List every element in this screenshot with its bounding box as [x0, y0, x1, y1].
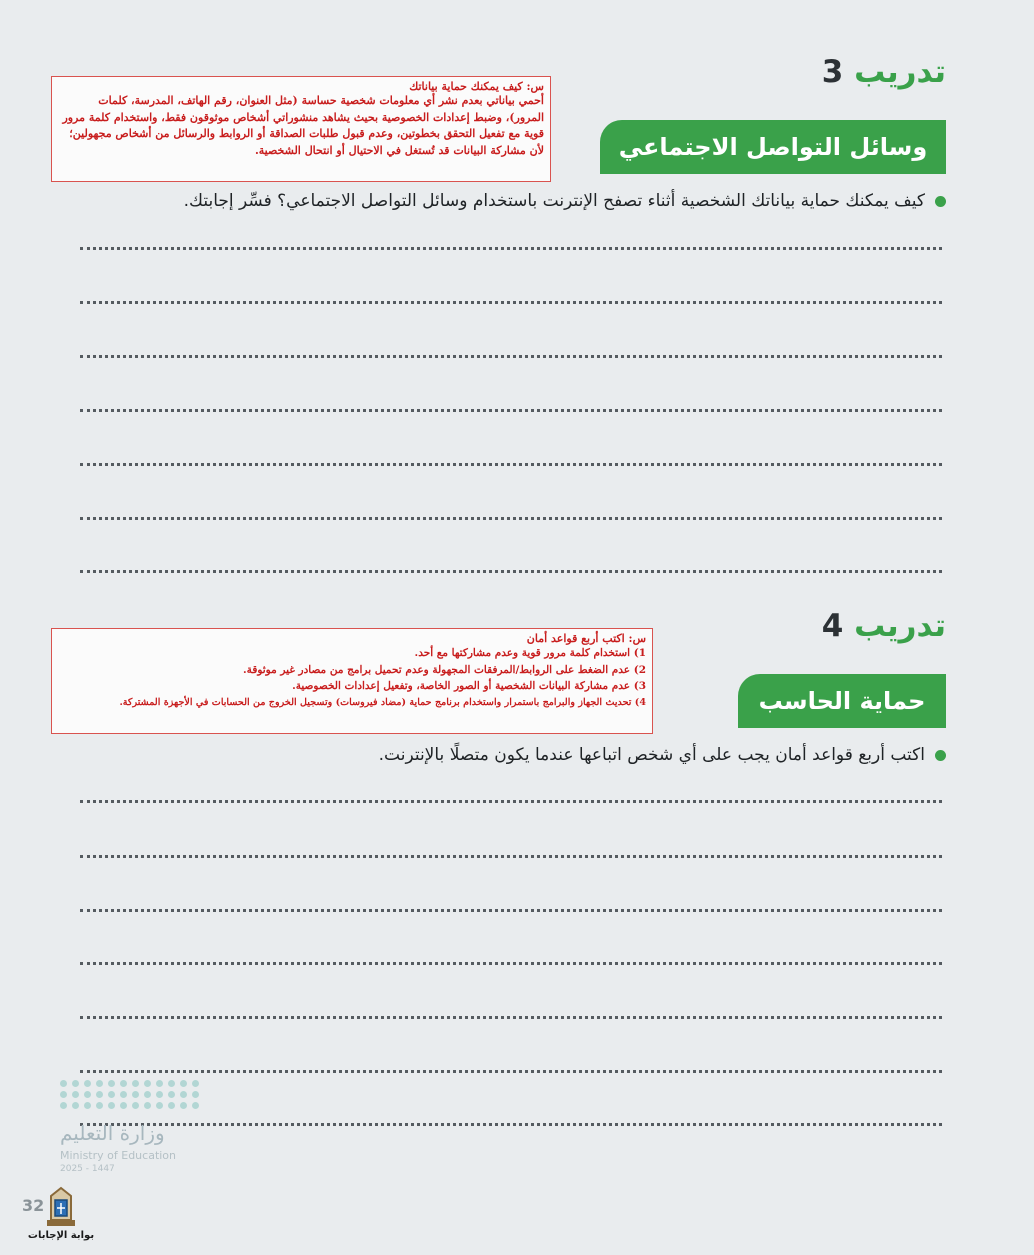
exercise-4-answer-box [51, 628, 653, 734]
bullet-icon [935, 750, 946, 761]
exercise-4-title [822, 608, 946, 644]
site-badge[interactable] [27, 1186, 95, 1248]
answer-line[interactable] [80, 570, 942, 573]
exercise-4-question [379, 745, 946, 765]
exercise-3-title [822, 54, 946, 90]
exercise-4-title-word: تدريب [854, 608, 946, 644]
answer-line[interactable] [80, 355, 942, 358]
answer-line[interactable] [80, 855, 942, 858]
list-item: 1) استخدام كلمة مرور قوية وعدم مشاركتها مع أحد. [414, 647, 646, 659]
exercise-3-banner-label: وسائل التواصل الاجتماعي [618, 133, 928, 161]
exercise-4-answer-list [58, 645, 646, 711]
list-item: 4) تحديث الجهاز والبرامج باستمرار واستخدام برنامج حماية (مضاد فيروسات) وتسجيل الخروج من الحسابات في الأجهزة المشتركة. [119, 696, 646, 708]
answer-line[interactable] [80, 301, 942, 304]
bullet-icon [935, 196, 946, 207]
exercise-3-question-text: كيف يمكنك حماية بياناتك الشخصية أثناء تصفح الإنترنت باستخدام وسائل التواصل الاجتماعي؟ فسِّر إجابتك. [183, 191, 925, 211]
answer-line[interactable] [80, 409, 942, 412]
ministry-dots-icon [60, 1080, 210, 1109]
exercise-4-question-text: اكتب أربع قواعد أمان يجب على أي شخص اتباعها عندما يكون متصلًا بالإنترنت. [378, 745, 925, 765]
ministry-logo [60, 1080, 210, 1174]
page-number: 32 [22, 1196, 45, 1215]
answer-line[interactable] [80, 247, 942, 250]
site-label: بوابة الإجابات [27, 1230, 95, 1241]
list-item: 3) عدم مشاركة البيانات الشخصية أو الصور الخاصة، وتفعيل إعدادات الخصوصية. [292, 680, 646, 692]
answer-line[interactable] [80, 1016, 942, 1019]
exercise-3-answer-question: س: كيف يمكنك حماية بياناتك [409, 80, 544, 93]
exercise-3-answer-box [51, 76, 551, 182]
answer-line[interactable] [80, 517, 942, 520]
answer-line[interactable] [80, 1070, 942, 1073]
ministry-years: 2025 - 1447 [60, 1164, 115, 1174]
exercise-4-banner [738, 674, 946, 728]
answer-line[interactable] [80, 800, 942, 803]
list-item: 2) عدم الضغط على الروابط/المرفقات المجهولة وعدم تحميل برامج من مصادر غير موثوقة. [243, 663, 646, 676]
exercise-3-banner [600, 120, 946, 174]
ministry-name-ar: وزارة التعليم [60, 1121, 165, 1145]
exercise-3-question [184, 191, 946, 211]
ministry-name-en: Ministry of Education [60, 1149, 177, 1162]
exercise-3-title-number: 3 [821, 54, 844, 90]
answer-line[interactable] [80, 909, 942, 912]
exercise-4-answer-question: س: اكتب أربع قواعد أمان [526, 632, 646, 645]
exercise-4-title-number: 4 [821, 608, 844, 644]
exercise-3-title-word: تدريب [854, 54, 946, 90]
answer-line[interactable] [80, 962, 942, 965]
exercise-4-banner-label: حماية الحاسب [758, 687, 926, 715]
lantern-icon [41, 1186, 81, 1228]
answer-line[interactable] [80, 463, 942, 466]
exercise-3-answer-text: أحمي بياناتي بعدم نشر أي معلومات شخصية حساسة (مثل العنوان، رقم الهاتف، المدرسة، كلمات المرور)، وضبط إعدادات الخصوصية بحيث يشاهد منشوراتي أشخاص موثوقون فقط، واستخدام كلمة مرور قوية مع تفعيل التحقق بخطوتين، وعدم قبول طلبات الصداقة أو الروابط والرسائل من أشخاص مجهولين؛ لأن مشاركة البيانات قد تُستغل في الاحتيال أو انتحال الشخصية. [62, 94, 544, 157]
